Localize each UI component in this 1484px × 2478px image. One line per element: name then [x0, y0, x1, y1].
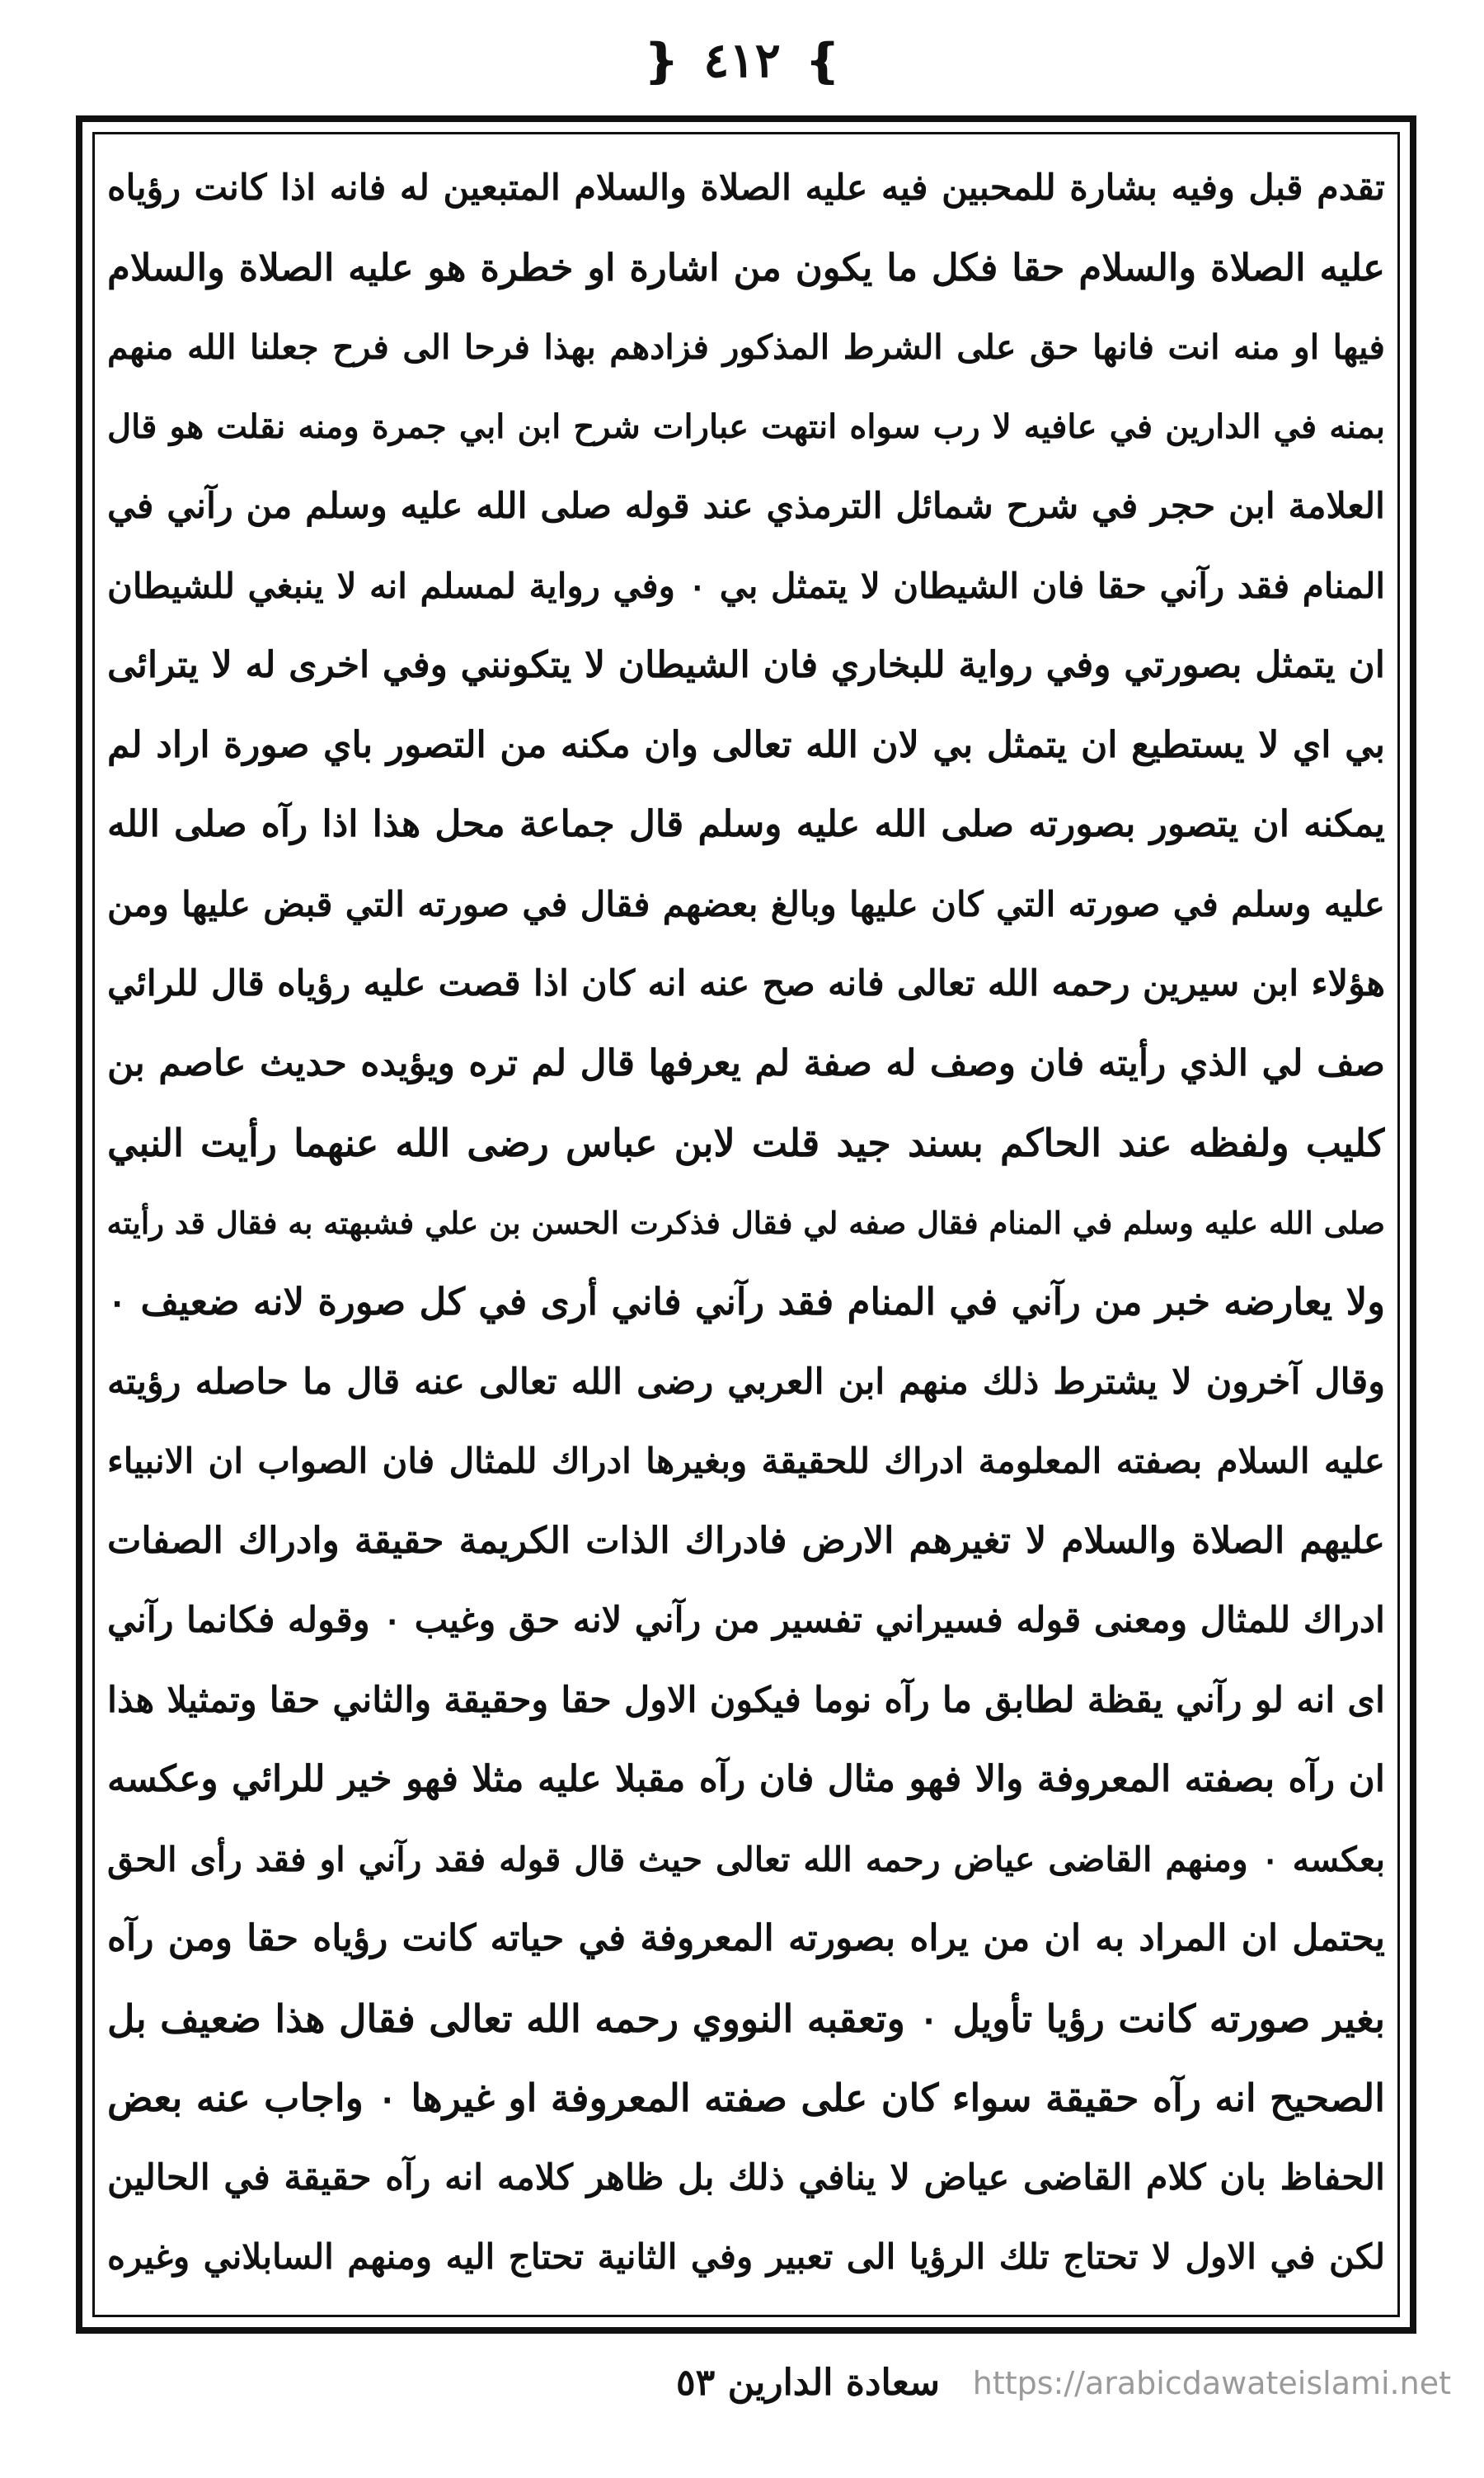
body-line: بعكسه ۰ ومنهم القاضى عياض رحمه الله تعالى حيث قال قوله فقد رآني او فقد رأى الحق — [107, 1839, 1385, 1879]
body-line: عليهم الصلاة والسلام لا تغيرهم الارض فادراك الذات الكريمة حقيقة وادراك الصفات — [107, 1519, 1385, 1562]
footer-book-title: سعادة الدارين — [727, 2362, 940, 2404]
body-line: عليه الصلاة والسلام حقا فكل ما يكون من اشارة او خطرة هو عليه الصلاة والسلام — [107, 245, 1385, 289]
body-line: لكن في الاول لا تحتاج تلك الرؤيا الى تعبير وفي الثانية تحتاج اليه ومنهم السابلاني وغيره — [107, 2236, 1385, 2277]
body-line: بي اي لا يستطيع ان يتمثل بي لان الله تعالى وان مكنه من التصور باي صورة اراد لم — [107, 723, 1385, 766]
page-number-value: ٤١٢ — [703, 32, 781, 88]
body-line: ان رآه بصفته المعروفة والا فهو مثال فان رآه مقبلا عليه مثلا فهو خير للرائي وعكسه — [107, 1758, 1385, 1800]
page-number — [0, 23, 1484, 98]
footer-page-ref: ٥٣ — [676, 2362, 716, 2404]
body-line: المنام فقد رآني حقا فان الشيطان لا يتمثل بي ۰ وفي رواية لمسلم انه لا ينبغي للشيطان — [107, 565, 1385, 606]
body-line: العلامة ابن حجر في شرح شمائل الترمذي عند قوله صلى الله عليه وسلم من رآني في — [107, 486, 1385, 527]
body-line: كليب ولفظه عند الحاكم بسند جيد قلت لابن عباس رضى الله عنهما رأيت النبي — [107, 1121, 1385, 1165]
body-line: يمكنه ان يتصور بصورته صلى الله عليه وسلم قال جماعة محل هذا اذا رآه صلى الله — [107, 803, 1385, 845]
ornament-left-icon: ❴ — [641, 34, 681, 88]
body-line: صلى الله عليه وسلم في المنام فقال صفه لي فقال فذكرت الحسن بن علي فشبهته به فقال قد رأيته — [107, 1204, 1385, 1241]
body-line: يحتمل ان المراد به ان من يراه بصورته المعروفة في حياته كانت رؤياه حقا ومن رآه — [107, 1917, 1385, 1959]
body-line: ولا يعارضه خبر من رآني في المنام فقد رآني فاني أرى في كل صورة لانه ضعيف ۰ — [107, 1280, 1385, 1324]
body-line: ادراك للمثال ومعنى قوله فسيراني تفسير من رآني لانه حق وغيب ۰ وقوله فكانما رآني — [107, 1600, 1385, 1641]
body-line: صف لي الذي رأيته فان وصف له صفة لم يعرفها قال لم تره ويؤيده حديث عاصم بن — [107, 1042, 1385, 1084]
body-line: بمنه في الدارين في عافيه لا رب سواه انتهت عبارات شرح ابن ابي جمرة ومنه نقلت هو قال — [107, 407, 1385, 446]
page-body — [107, 148, 1385, 2309]
body-line: هؤلاء ابن سيرين رحمه الله تعالى فانه صح عنه انه كان اذا قصت عليه رؤياه قال للرائي — [107, 963, 1385, 1004]
body-line: بغير صورته كانت رؤيا تأويل ۰ وتعقبه النووي رحمه الله تعالى فقال هذا ضعيف بل — [107, 1996, 1385, 2041]
body-line: اى انه لو رآني يقظة لطابق ما رآه نوما فيكون الاول حقا وحقيقة والثاني حقا وتمثيلا هذا — [107, 1679, 1385, 1721]
ornament-right-icon: ❵ — [803, 34, 843, 88]
body-line: الحفاظ بان كلام القاضى عياض لا ينافي ذلك بل ظاهر كلامه انه رآه حقيقة في الحالين — [107, 2156, 1385, 2198]
body-line: تقدم قبل وفيه بشارة للمحبين فيه عليه الصلاة والسلام المتبعين له فانه اذا كانت رؤياه — [107, 167, 1385, 209]
body-line: الصحيح انه رآه حقيقة سواء كان على صفته المعروفة او غيرها ۰ واجاب عنه بعض — [107, 2076, 1385, 2120]
body-line: وقال آخرون لا يشترط ذلك منهم ابن العربي رضى الله تعالى عنه قال ما حاصله رؤيته — [107, 1361, 1385, 1403]
body-line: عليه السلام بصفته المعلومة ادراك للحقيقة وبغيرها ادراك للمثال فان الصواب ان الانبياء — [107, 1441, 1385, 1481]
body-line: ان يتمثل بصورتي وفي رواية للبخاري فان الشيطان لا يتكونني وفي اخرى له لا يترائى — [107, 644, 1385, 686]
footer-book-ref — [577, 2354, 1006, 2412]
body-line: فيها او منه انت فانها حق على الشرط المذكور فزادهم بهذا فرحا الى فرح جعلنا الله منهم — [107, 327, 1385, 367]
body-line: عليه وسلم في صورته التي كان عليها وبالغ بعضهم فقال في صورته التي قبض عليها ومن — [107, 883, 1385, 924]
source-watermark: https://arabicdawateislami.net — [972, 2365, 1451, 2401]
